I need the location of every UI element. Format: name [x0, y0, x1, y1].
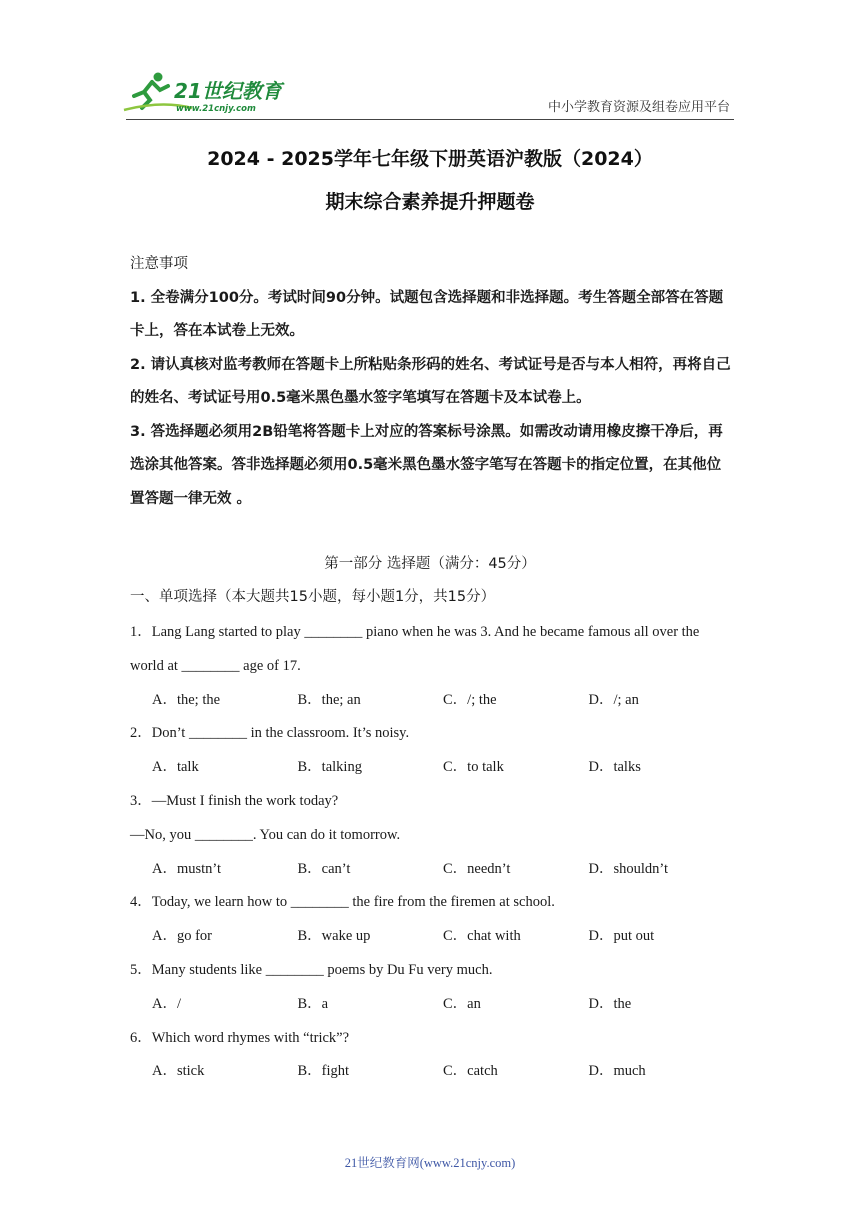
answer-option: D．the — [588, 995, 632, 1012]
option-row — [130, 751, 734, 785]
option-row — [130, 988, 734, 1022]
answer-option: C．to talk — [443, 759, 504, 776]
answer-option: D．much — [588, 1063, 646, 1080]
answer-option: B．the; an — [297, 691, 361, 708]
question-text: 3．—Must I finish the work today? — [130, 792, 339, 809]
logo-url: www.21cnjy.com — [176, 104, 256, 114]
notice-heading: 注意事项 — [130, 256, 188, 272]
question-text: 6．Which word rhymes with “trick”? — [130, 1029, 350, 1046]
exam-title: 2024 - 2025学年七年级下册英语沪教版（2024） — [207, 148, 653, 170]
answer-option: B．a — [297, 995, 329, 1012]
option-row — [130, 1055, 734, 1089]
answer-option: A．stick — [152, 1063, 205, 1080]
answer-option: D．talks — [588, 759, 641, 776]
question-text: world at ________ age of 17. — [130, 657, 301, 674]
answer-option: D．put out — [588, 928, 655, 945]
option-row — [130, 920, 734, 954]
answer-option: D．/; an — [588, 691, 639, 708]
question-text: 4．Today, we learn how to ________ the fire from the firemen at school. — [130, 894, 555, 911]
question-list — [130, 616, 734, 1089]
question-text: 1．Lang Lang started to play ________ piano when he was 3. And he became famous all over the — [130, 624, 700, 640]
header-divider — [126, 119, 734, 120]
question-text: —No, you ________. You can do it tomorrow. — [130, 826, 401, 843]
part-title: 一、单项选择（本大题共15小题，每小题1分，共15分） — [130, 589, 496, 605]
option-row — [130, 684, 734, 718]
question-text: 2．Don’t ________ in the classroom. It’s noisy. — [130, 725, 410, 742]
section-title: 第一部分 选择题（满分：45分） — [324, 556, 536, 572]
answer-option: A．the; the — [152, 691, 221, 708]
answer-option: B．wake up — [297, 928, 371, 945]
answer-option: C．an — [443, 995, 481, 1012]
platform-label: 中小学教育资源及组卷应用平台 — [547, 100, 730, 115]
answer-option: A．go for — [152, 928, 213, 945]
answer-option: A．talk — [152, 759, 199, 776]
notice-item: 2. 请认真核对监考教师在答题卡上所粘贴条形码的姓名、考试证号是否与本人相符，再将自己的姓名、考试证号用0.5毫米黑色墨水签字笔填写在答题卡及本试卷上。 — [130, 356, 731, 406]
answer-option: A．/ — [152, 995, 181, 1012]
footer-link[interactable]: 21世纪教育网(www.21cnjy.com) — [344, 1156, 516, 1170]
site-logo — [122, 70, 292, 114]
notice-item: 3. 答选择题必须用2B铅笔将答题卡上对应的答案标号涂黑。如需改动请用橡皮擦干净后，再选涂其他答案。答非选择题必须用0.5毫米黑色墨水签字笔写在答题卡的指定位置，在其他位置答题一律无效 。 — [130, 423, 723, 507]
answer-option: D．shouldn’t — [588, 860, 668, 877]
question-text: 5．Many students like ________ poems by Du Fu very much. — [130, 961, 493, 978]
notice-item: 1. 全卷满分100分。考试时间90分钟。试题包含选择题和非选择题。考生答题全部答在答题卡上，答在本试卷上无效。 — [130, 289, 724, 339]
notice-block — [130, 248, 734, 516]
answer-option: B．talking — [297, 759, 362, 776]
answer-option: B．fight — [297, 1063, 350, 1080]
answer-option: B．can’t — [297, 860, 351, 877]
answer-option: A．mustn’t — [152, 860, 222, 877]
option-row — [130, 853, 734, 887]
answer-option: C．catch — [443, 1063, 498, 1080]
logo-text: 21世纪教育 — [174, 79, 282, 103]
answer-option: C．/; the — [443, 691, 497, 708]
exam-subtitle: 期末综合素养提升押题卷 — [325, 191, 535, 213]
answer-option: C．needn’t — [443, 860, 511, 877]
answer-option: C．chat with — [443, 928, 521, 945]
